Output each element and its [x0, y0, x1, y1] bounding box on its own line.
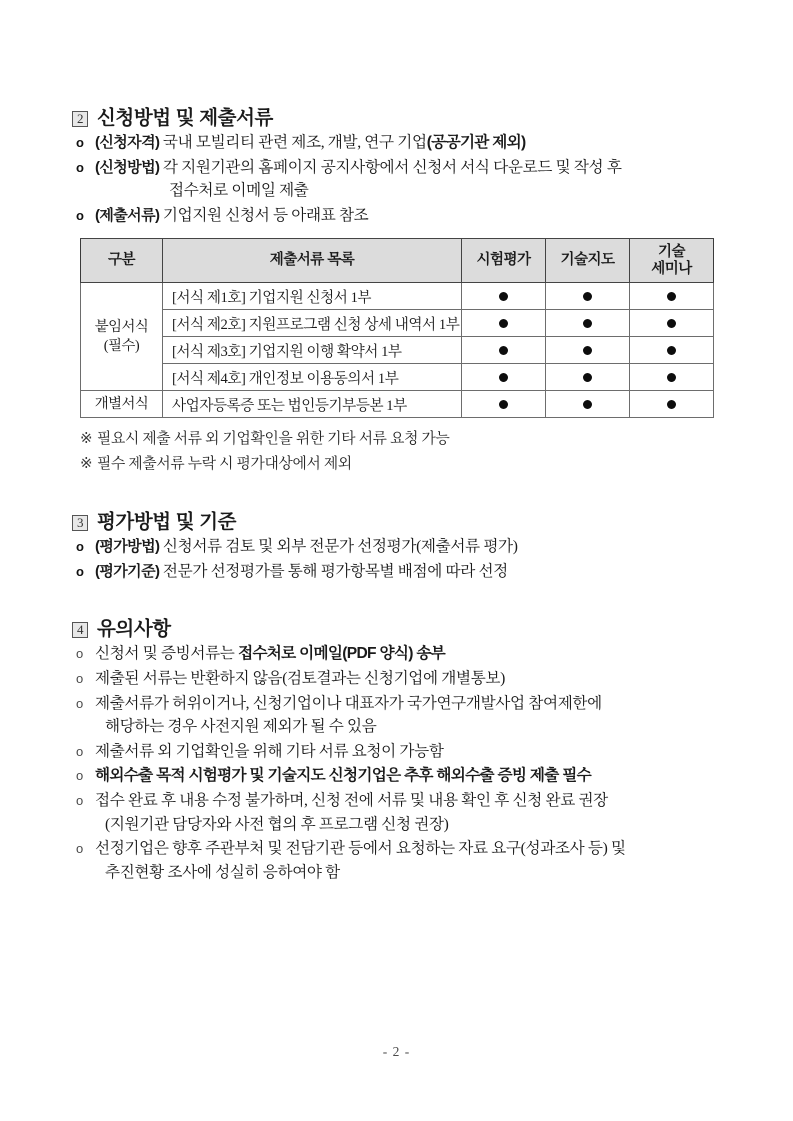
bullet-label: (평가기준) — [95, 562, 160, 580]
list-item — [72, 131, 720, 156]
bullet-label: (평가방법) — [95, 538, 160, 556]
reference-mark-icon: ※ — [80, 456, 93, 473]
bullet-text: 기업지원 신청서 등 아래표 참조 — [159, 206, 369, 224]
section-heading-4 — [72, 617, 720, 642]
cell-mark-test — [462, 310, 546, 337]
list-item — [72, 560, 720, 585]
filled-dot-icon — [499, 400, 508, 409]
bullet-circle-icon: o — [76, 539, 84, 555]
table-header-row — [81, 239, 714, 283]
filled-dot-icon — [583, 373, 592, 382]
section-title: 평가방법 및 기준 — [97, 511, 237, 534]
filled-dot-icon — [667, 373, 676, 382]
cell-mark-guidance — [546, 337, 630, 364]
category-attached-line2: (필수) — [103, 337, 140, 354]
section-heading-3 — [72, 510, 720, 535]
cell-mark-seminar — [630, 337, 714, 364]
filled-dot-icon — [667, 292, 676, 301]
submission-documents-table — [80, 238, 714, 418]
cell-mark-guidance — [546, 283, 630, 310]
bullet-label: (제출서류) — [95, 206, 160, 224]
bullet-circle-icon: o — [76, 670, 83, 686]
section-2-bullet-list — [72, 131, 720, 229]
bullet-circle-icon: o — [76, 159, 84, 175]
column-header-tech-seminar-line2: 세미나 — [651, 260, 692, 277]
section-number-box: 4 — [72, 622, 88, 638]
filled-dot-icon — [499, 373, 508, 382]
bullet-label: (신청자격) — [95, 133, 160, 151]
filled-dot-icon — [667, 346, 676, 355]
filled-dot-icon — [583, 400, 592, 409]
list-item — [72, 789, 720, 837]
page-number: - 2 - — [382, 1044, 411, 1059]
section-4-bullet-list — [72, 642, 720, 885]
bullet-label: (신청방법) — [95, 158, 160, 176]
filled-dot-icon — [499, 319, 508, 328]
column-header-tech-guidance: 기술지도 — [546, 239, 630, 283]
cell-mark-guidance — [546, 364, 630, 391]
bullet-text-bold: (공공기관 제외) — [426, 133, 526, 151]
bullet-circle-icon: o — [76, 563, 84, 579]
bullet-circle-icon: o — [76, 793, 83, 809]
column-header-document-list: 제출서류 목록 — [163, 239, 462, 283]
bullet-circle-icon: o — [76, 695, 83, 711]
cell-mark-seminar — [630, 364, 714, 391]
cell-document-name: [서식 제1호] 기업지원 신청서 1부 — [163, 283, 462, 310]
section-number-box: 2 — [72, 111, 88, 127]
bullet-continuation: 추진현황 조사에 성실히 응하여야 함 — [105, 863, 340, 881]
filled-dot-icon — [499, 346, 508, 355]
bullet-circle-icon: o — [76, 134, 84, 150]
bullet-circle-icon: o — [76, 841, 83, 857]
section-3-bullet-list — [72, 535, 720, 584]
note-text: 필요시 제출 서류 외 기업확인을 위한 기타 서류 요청 가능 — [97, 431, 450, 448]
column-header-tech-seminar-line1: 기술 — [657, 243, 685, 260]
filled-dot-icon — [583, 319, 592, 328]
cell-mark-guidance — [546, 310, 630, 337]
section-title: 신청방법 및 제출서류 — [97, 107, 273, 129]
bullet-text: 제출서류 외 기업확인을 위해 기타 서류 요청이 가능함 — [95, 742, 444, 760]
note-line — [80, 452, 720, 477]
column-header-category: 구분 — [81, 239, 163, 283]
filled-dot-icon — [583, 346, 592, 355]
cell-mark-test — [462, 391, 546, 418]
table-row — [81, 337, 714, 364]
filled-dot-icon — [667, 319, 676, 328]
cell-document-name: 사업자등록증 또는 법인등기부등본 1부 — [163, 391, 462, 418]
cell-category-individual: 개별서식 — [81, 391, 163, 418]
table-row — [81, 310, 714, 337]
cell-mark-guidance — [546, 391, 630, 418]
filled-dot-icon — [583, 292, 592, 301]
bullet-text: 제출된 서류는 반환하지 않음(검토결과는 신청기업에 개별통보) — [95, 669, 505, 687]
bullet-text-bold: 접수처로 이메일(PDF 양식) 송부 — [238, 645, 446, 663]
cell-mark-seminar — [630, 283, 714, 310]
bullet-circle-icon: o — [76, 207, 84, 223]
table-row — [81, 283, 714, 310]
list-item — [72, 837, 720, 885]
bullet-text: 제출서류가 허위이거나, 신청기업이나 대표자가 국가연구개발사업 참여제한에 — [95, 694, 602, 712]
bullet-continuation: 해당하는 경우 사전지원 제외가 될 수 있음 — [105, 718, 377, 736]
note-text: 필수 제출서류 누락 시 평가대상에서 제외 — [97, 456, 352, 473]
bullet-continuation: 접수처로 이메일 제출 — [169, 182, 309, 200]
cell-mark-seminar — [630, 391, 714, 418]
list-item — [72, 535, 720, 560]
filled-dot-icon — [499, 292, 508, 301]
bullet-circle-icon: o — [76, 646, 83, 662]
list-item — [72, 156, 720, 204]
bullet-text: 신청서류 검토 및 외부 전문가 선정평가(제출서류 평가) — [159, 538, 518, 556]
bullet-text-bold: 해외수출 목적 시험평가 및 기술지도 신청기업은 추후 해외수출 증빙 제출 필수 — [95, 767, 591, 785]
column-header-test-evaluation: 시험평가 — [462, 239, 546, 283]
section-title: 유의사항 — [97, 618, 171, 641]
cell-mark-test — [462, 364, 546, 391]
column-header-tech-seminar — [630, 239, 714, 283]
cell-mark-test — [462, 283, 546, 310]
cell-document-name: [서식 제3호] 기업지원 이행 확약서 1부 — [163, 337, 462, 364]
list-item — [72, 204, 720, 229]
bullet-circle-icon: o — [76, 768, 83, 784]
bullet-text: 신청서 및 증빙서류는 — [95, 645, 239, 663]
filled-dot-icon — [667, 400, 676, 409]
bullet-text: 선정기업은 향후 주관부처 및 전담기관 등에서 요청하는 자료 요구(성과조사 등) 및 — [95, 840, 626, 858]
list-item — [72, 642, 720, 667]
page-content — [72, 100, 720, 886]
bullet-text: 각 지원기관의 홈페이지 공지사항에서 신청서 서식 다운로드 및 작성 후 — [159, 158, 622, 176]
bullet-text: 국내 모빌리티 관련 제조, 개발, 연구 기업 — [159, 133, 427, 151]
cell-document-name: [서식 제4호] 개인정보 이용동의서 1부 — [163, 364, 462, 391]
bullet-circle-icon: o — [76, 743, 83, 759]
list-item — [72, 667, 720, 692]
list-item — [72, 692, 720, 740]
table-row — [81, 391, 714, 418]
bullet-text: 접수 완료 후 내용 수정 불가하며, 신청 전에 서류 및 내용 확인 후 신청 완료 권장 — [95, 792, 608, 810]
cell-mark-test — [462, 337, 546, 364]
table-row — [81, 364, 714, 391]
bullet-continuation: (지원기관 담당자와 사전 협의 후 프로그램 신청 권장) — [105, 815, 449, 833]
bullet-text: 전문가 선정평가를 통해 평가항목별 배점에 따라 선정 — [159, 562, 508, 580]
list-item — [72, 764, 720, 789]
list-item — [72, 740, 720, 765]
cell-category-attached — [81, 283, 163, 391]
section-number-box: 3 — [72, 515, 88, 531]
cell-mark-seminar — [630, 310, 714, 337]
table-notes — [80, 427, 720, 477]
section-heading-2 — [72, 106, 720, 131]
note-line — [80, 427, 720, 452]
cell-document-name: [서식 제2호] 지원프로그램 신청 상세 내역서 1부 — [163, 310, 462, 337]
reference-mark-icon: ※ — [80, 431, 93, 448]
category-attached-line1: 붙임서식 — [94, 318, 149, 335]
